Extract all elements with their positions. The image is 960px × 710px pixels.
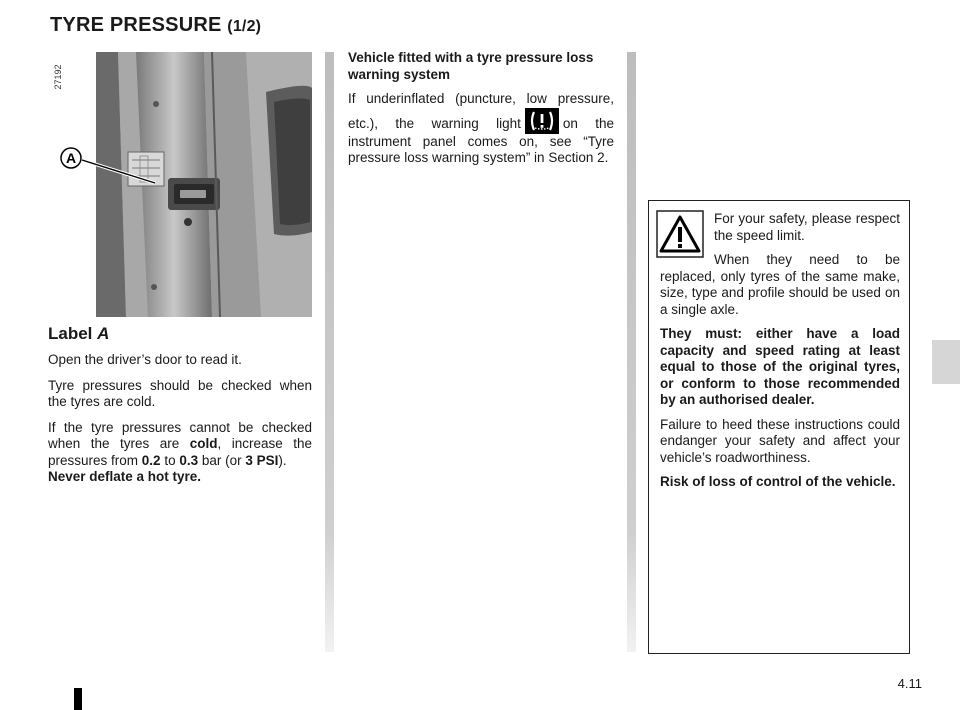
door-label-photo (96, 52, 312, 317)
title-suffix: (1/2) (227, 18, 262, 35)
warning-system-section (348, 50, 614, 167)
column-divider-right (627, 52, 636, 652)
label-section (48, 324, 312, 495)
warning-system-text: If underinflated (puncture, low pressure, etc.), the warning light on the instrument panel comes on, see “Tyre pressure loss warning system” in Section 2. (348, 91, 614, 165)
label-p1: Open the driver’s door to read it. (48, 352, 242, 367)
corner-mark (74, 688, 82, 710)
warning-system-heading: Vehicle fitted with a tyre pressure loss warning system (348, 50, 594, 82)
svg-text:A: A (65, 150, 77, 166)
box-p2: When they need to be replaced, only tyres of the same make, size, type and profile should be used on a single axle. (660, 252, 900, 317)
tyre-pressure-warning-icon (525, 108, 559, 134)
label-p2: Tyre pressures should be checked when the tyres are cold. (48, 377, 312, 409)
column-divider-left (325, 52, 334, 652)
label-p3: If the tyre pressures cannot be checked when the tyres are cold, increase the pressures from 0.2 to 0.3 bar (or 3 PSI). Never deflate a hot tyre. (48, 419, 313, 484)
box-p5: Risk of loss of control of the vehicle. (660, 474, 896, 489)
figure-number: 27192 (53, 64, 63, 90)
label-heading: Label A (48, 324, 110, 343)
title-main: TYRE PRESSURE (50, 14, 222, 36)
box-p4: Failure to heed these instructions could endanger your safety and affect your vehicle’s roadworthiness. (660, 416, 900, 465)
box-p3: They must: either have a load capacity and speed rating at least equal to those of the original tyres, or conform to those recommended by an authorised dealer. (660, 326, 900, 407)
box-p1: For your safety, please respect the speed limit. (714, 211, 900, 243)
page-number: 4.11 (897, 676, 922, 691)
page-title (50, 14, 261, 37)
safety-warning-text (660, 211, 900, 499)
section-tab (932, 340, 960, 384)
callout-a (60, 147, 82, 169)
